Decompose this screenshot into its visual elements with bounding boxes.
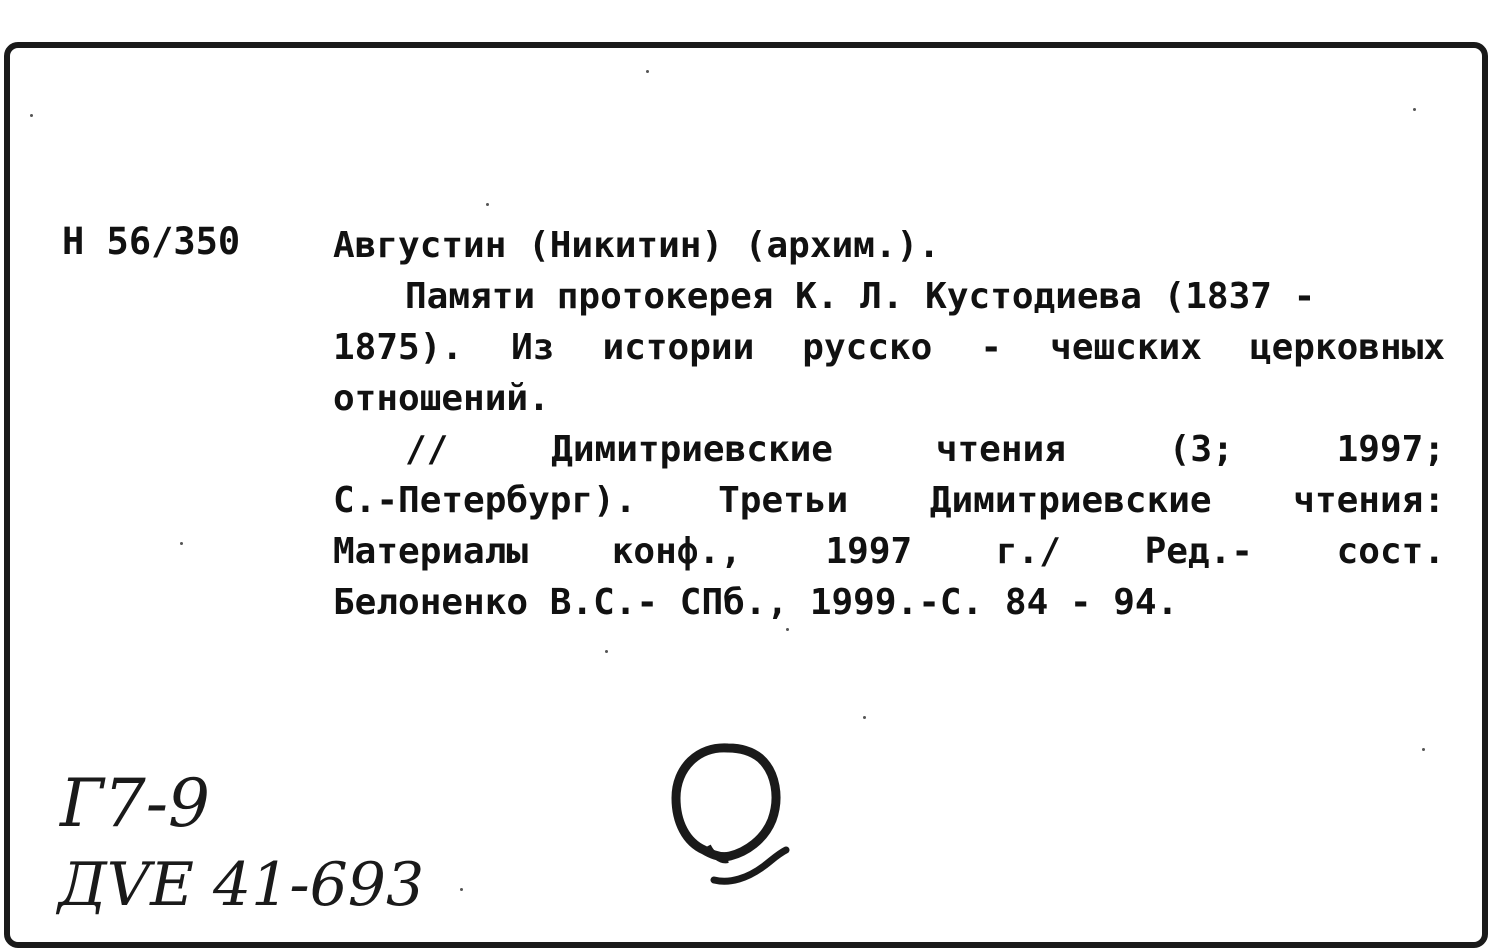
library-stamp-mark bbox=[668, 742, 792, 892]
author-line: Августин (Никитин) (архим.). bbox=[333, 225, 940, 266]
bibliographic-entry bbox=[333, 220, 1445, 628]
shelf-mark: Н 56/350 bbox=[62, 220, 241, 263]
handwritten-code: Г7-9 bbox=[60, 765, 210, 842]
source-line: // Димитриевские чтения (3; 1997; bbox=[405, 429, 1445, 470]
title-line: Памяти протокерея К. Л. Кустодиева (1837 - bbox=[405, 276, 1316, 317]
source-line: Белоненко В.С.- СПб., 1999.-С. 84 - 94. bbox=[333, 582, 1179, 623]
source-line: С.-Петербург). Третьи Димитриевские чтения: bbox=[333, 480, 1445, 521]
title-line: отношений. bbox=[333, 378, 550, 419]
handwritten-inventory-number: ДVЕ 41-693 bbox=[58, 850, 425, 920]
source-line: Материалы конф., 1997 г./ Ред.- сост. bbox=[333, 531, 1445, 572]
title-line: 1875). Из истории русско - чешских церковных bbox=[333, 327, 1445, 368]
